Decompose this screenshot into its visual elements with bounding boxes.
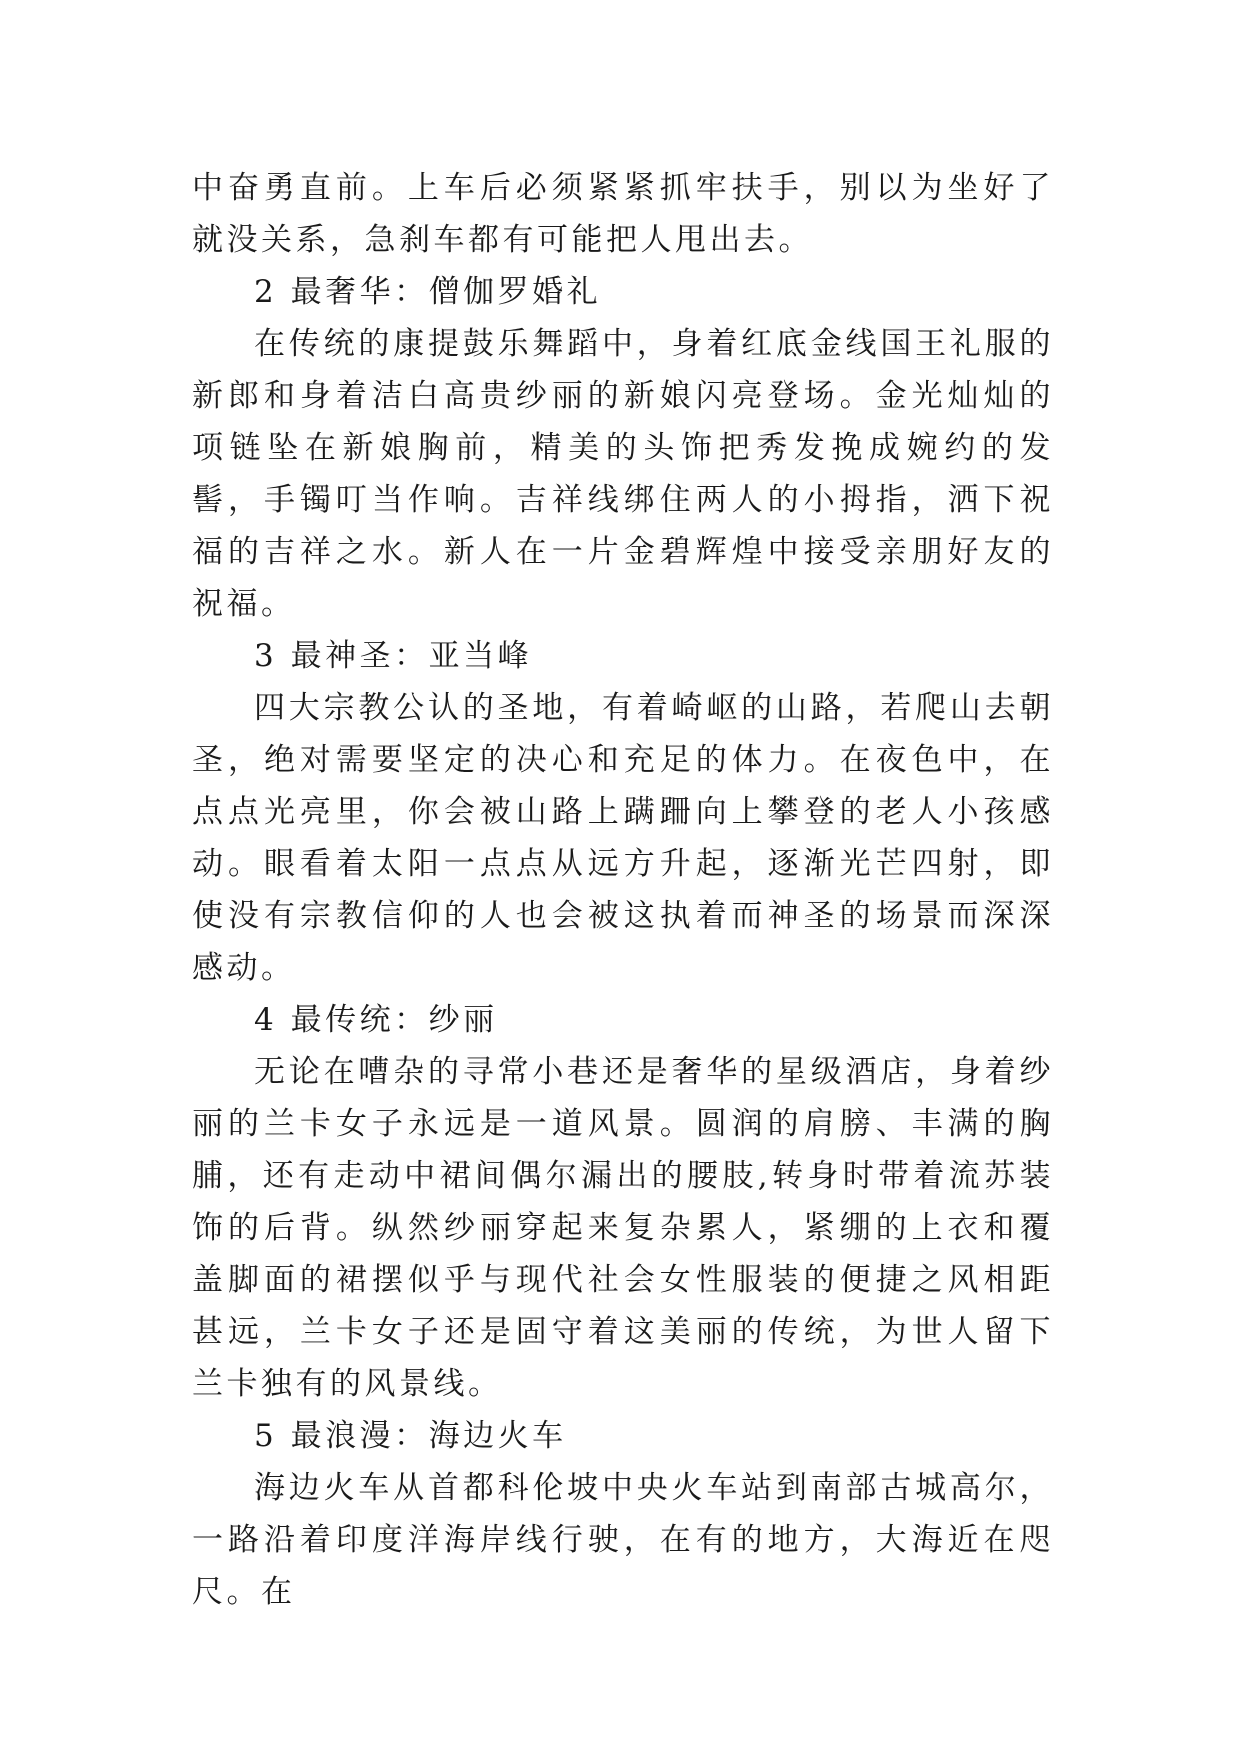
section-heading-5: 5 最浪漫：海边火车 (254, 1418, 567, 1454)
section-heading-2: 2 最奢华：僧伽罗婚礼 (254, 274, 602, 310)
paragraph-seaside-train: 海边火车从首都科伦坡中央火车站到南部古城高尔，一路沿着印度洋海岸线行驶，在有的地方，大海近在咫尺。在 (192, 1470, 1054, 1610)
section-heading-3: 3 最神圣：亚当峰 (254, 638, 533, 674)
document-body (192, 162, 1054, 1618)
paragraph-wedding: 在传统的康提鼓乐舞蹈中，身着红底金线国王礼服的新郎和身着洁白高贵纱丽的新娘闪亮登场。金光灿灿的项链坠在新娘胸前，精美的头饰把秀发挽成婉约的发髻，手镯叮当作响。吉祥线绑住两人的小拇指，洒下祝福的吉祥之水。新人在一片金碧辉煌中接受亲朋好友的祝福。 (192, 326, 1054, 622)
paragraph-continuation: 中奋勇直前。上车后必须紧紧抓牢扶手，别以为坐好了就没关系，急刹车都有可能把人甩出去。 (192, 170, 1054, 258)
section-heading-4: 4 最传统：纱丽 (254, 1002, 498, 1038)
paragraph-adams-peak: 四大宗教公认的圣地，有着崎岖的山路，若爬山去朝圣，绝对需要坚定的决心和充足的体力。在夜色中，在点点光亮里，你会被山路上蹒跚向上攀登的老人小孩感动。眼看着太阳一点点从远方升起，逐渐光芒四射，即使没有宗教信仰的人也会被这执着而神圣的场景而深深感动。 (192, 690, 1054, 986)
paragraph-sari: 无论在嘈杂的寻常小巷还是奢华的星级酒店，身着纱丽的兰卡女子永远是一道风景。圆润的肩膀、丰满的胸脯，还有走动中裙间偶尔漏出的腰肢,转身时带着流苏装饰的后背。纵然纱丽穿起来复杂累人，紧绷的上衣和覆盖脚面的裙摆似乎与现代社会女性服装的便捷之风相距甚远，兰卡女子还是固守着这美丽的传统，为世人留下兰卡独有的风景线。 (192, 1054, 1054, 1402)
